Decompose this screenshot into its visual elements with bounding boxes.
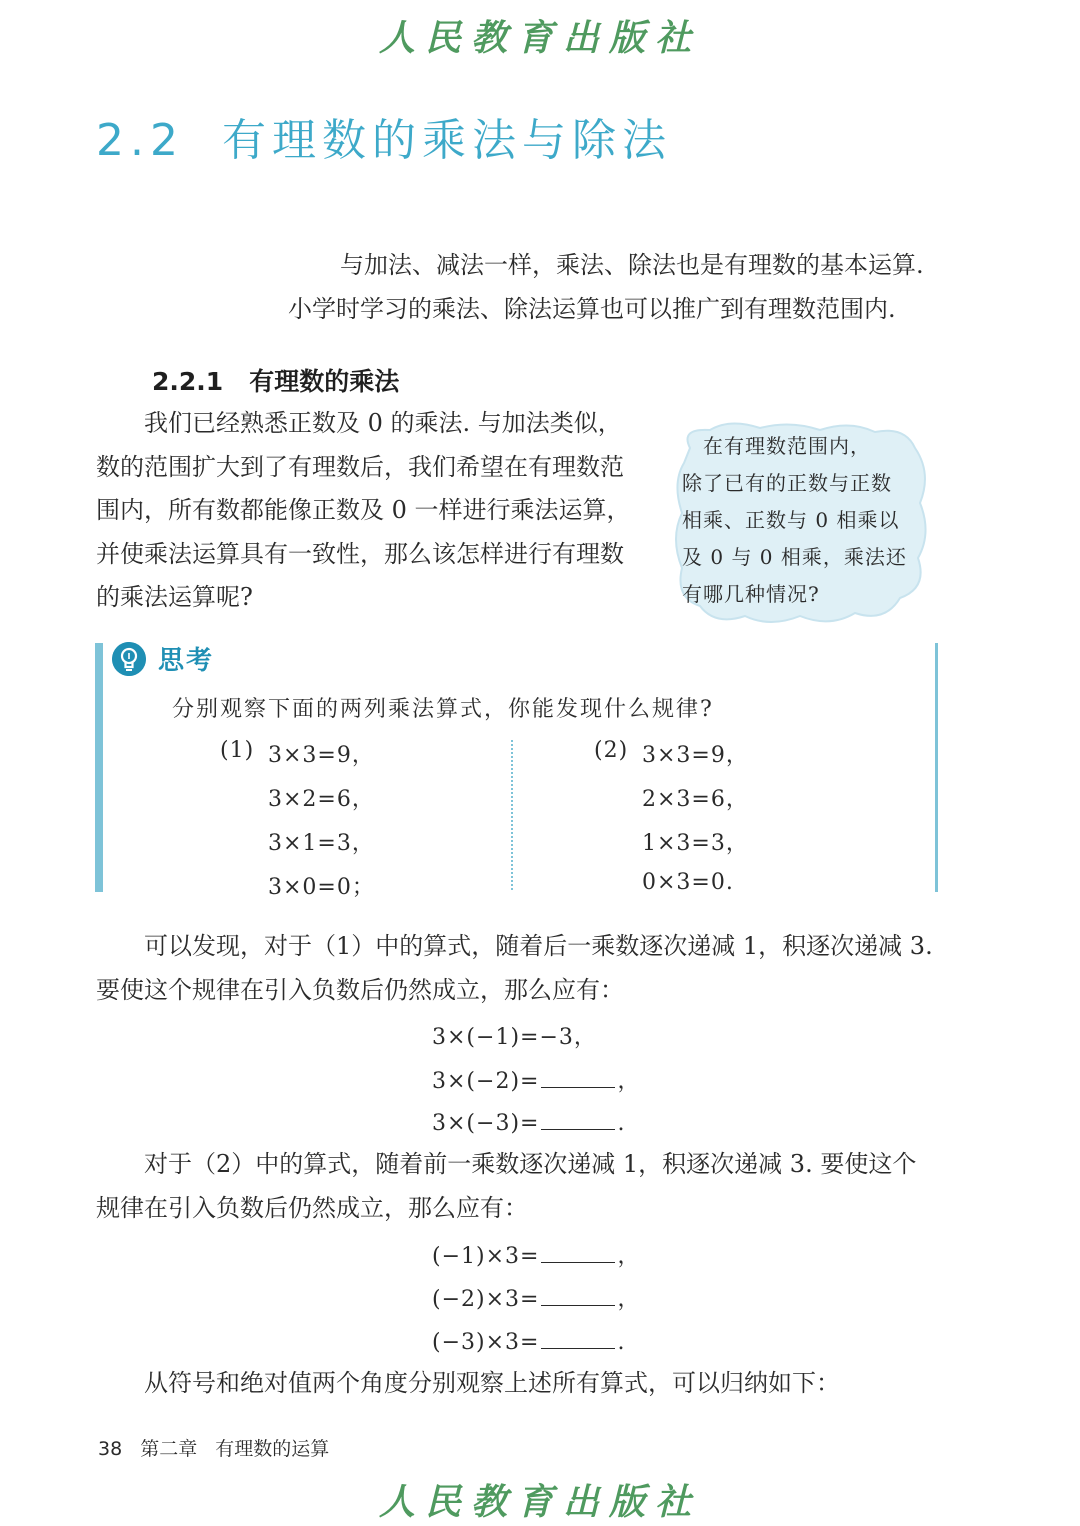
- col2-eq-3: 1×3=3，: [642, 831, 749, 856]
- footer-title: 有理数的运算: [215, 1438, 330, 1460]
- chapter-title-text: 有理数的乘法与除法: [221, 115, 672, 166]
- equation-end: .: [617, 1111, 626, 1136]
- equation-blank-1[interactable]: [432, 1064, 640, 1095]
- equation-blank-4[interactable]: [432, 1282, 640, 1313]
- think-question: 分别观察下面的两列乘法算式，你能发现什么规律?: [172, 697, 714, 722]
- equation-full: 3×(−1)=−3，: [432, 1025, 597, 1050]
- answer-blank[interactable]: [541, 1065, 615, 1088]
- section-number: 2.2.1: [152, 367, 224, 396]
- lightbulb-icon: [112, 642, 146, 676]
- cloud-line: 相乘、正数与 0 相乘以: [682, 508, 900, 532]
- col2-eq-4: 0×3=0.: [642, 870, 734, 895]
- equation-lhs: (−2)×3=: [432, 1287, 540, 1312]
- para-line: 我们已经熟悉正数及 0 的乘法. 与加法类似，: [144, 409, 622, 437]
- answer-blank[interactable]: [541, 1107, 615, 1130]
- col2-label: (2): [594, 738, 629, 763]
- para-line: 对于（2）中的算式，随着前一乘数逐次递减 1，积逐次递减 3. 要使这个: [144, 1150, 917, 1178]
- cloud-line: 在有理数范围内，: [682, 434, 871, 458]
- para-line: 的乘法运算呢?: [96, 583, 253, 611]
- paragraph-observation-1: [96, 925, 956, 1012]
- equation-end: .: [617, 1330, 626, 1355]
- equation-end: ，: [617, 1287, 641, 1312]
- think-box-left-bar: [95, 643, 103, 892]
- col1-eq-4: 3×0=0；: [268, 875, 375, 900]
- equation-blank-5[interactable]: [432, 1326, 625, 1355]
- answer-blank[interactable]: [541, 1240, 615, 1263]
- page-number: 38: [98, 1438, 123, 1460]
- equation-end: ，: [617, 1244, 641, 1269]
- section-heading: [152, 362, 399, 398]
- equation-end: ，: [617, 1069, 641, 1094]
- equation-lhs: 3×(−2)=: [432, 1069, 540, 1094]
- publisher-watermark-top: 人民教育出版社: [378, 17, 701, 59]
- think-box-right-bar: [935, 643, 938, 892]
- equation-lhs: 3×(−3)=: [432, 1111, 540, 1136]
- section-title: 有理数的乘法: [249, 367, 400, 396]
- col2-eq-2: 2×3=6，: [642, 787, 749, 812]
- col1-eq-2: 3×2=6，: [268, 787, 375, 812]
- cloud-line: 有哪几种情况?: [682, 582, 820, 606]
- equation-lhs: (−3)×3=: [432, 1330, 540, 1355]
- para-line: 可以发现，对于（1）中的算式，随着后一乘数逐次递减 1，积逐次递减 3.: [144, 932, 933, 960]
- paragraph-observation-2: [96, 1143, 956, 1230]
- para-line: 数的范围扩大到了有理数后，我们希望在有理数范: [96, 452, 624, 481]
- cloud-line: 除了已有的正数与正数: [682, 471, 892, 495]
- paragraph-intro: [96, 402, 666, 620]
- col1-label: (1): [220, 738, 255, 763]
- intro-line-2: 小学时学习的乘法、除法运算也可以推广到有理数范围内.: [288, 295, 896, 323]
- footer-chapter: 第二章: [140, 1438, 198, 1460]
- para-line: 规律在引入负数后仍然成立，那么应有：: [96, 1193, 528, 1222]
- equation-blank-3[interactable]: [432, 1239, 640, 1270]
- intro-line-1: 与加法、减法一样，乘法、除法也是有理数的基本运算.: [340, 251, 924, 279]
- answer-blank[interactable]: [541, 1326, 615, 1349]
- equation-lhs: (−1)×3=: [432, 1244, 540, 1269]
- col2-eq-1: 3×3=9，: [642, 743, 749, 768]
- think-title: 思考: [158, 646, 215, 676]
- cloud-note: [682, 428, 922, 613]
- chapter-number: 2.2: [96, 115, 184, 166]
- para-line: 并使乘法运算具有一致性，那么该怎样进行有理数: [96, 539, 624, 568]
- column-divider: [511, 740, 513, 890]
- page-footer: [98, 1434, 329, 1461]
- para-line: 要使这个规律在引入负数后仍然成立，那么应有：: [96, 975, 624, 1004]
- chapter-title: [96, 104, 672, 168]
- publisher-watermark-bottom: 人民教育出版社: [378, 1481, 701, 1523]
- col1-eq-3: 3×1=3，: [268, 831, 375, 856]
- col1-eq-1: 3×3=9，: [268, 743, 375, 768]
- answer-blank[interactable]: [541, 1283, 615, 1306]
- paragraph-summary: 从符号和绝对值两个角度分别观察上述所有算式，可以归纳如下：: [144, 1369, 840, 1397]
- cloud-line: 及 0 与 0 相乘，乘法还: [682, 545, 907, 569]
- para-line: 围内，所有数都能像正数及 0 一样进行乘法运算，: [96, 496, 631, 524]
- equation-blank-2[interactable]: [432, 1107, 625, 1136]
